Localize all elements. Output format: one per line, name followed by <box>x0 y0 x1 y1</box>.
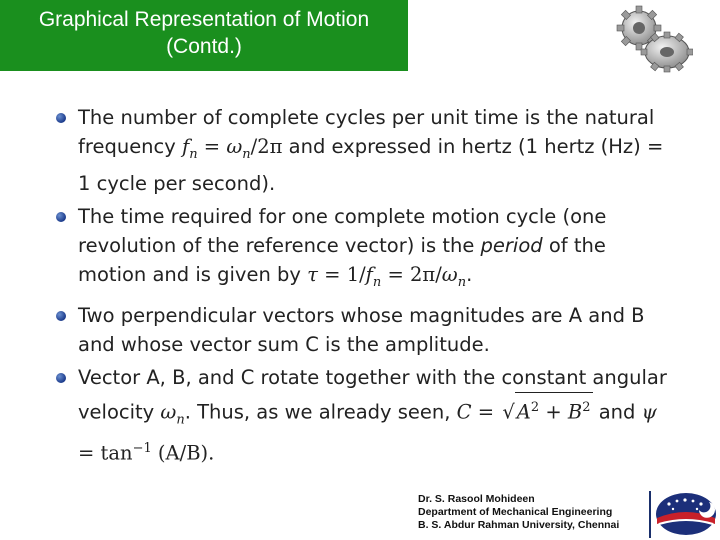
bullet-icon <box>56 373 66 383</box>
department-name: Department of Mechanical Engineering <box>418 506 613 518</box>
university-logo-icon <box>655 492 717 536</box>
list-item: The number of complete cycles per unit time is the natural frequency $f_n = \omega_n/2\pi$ and expressed in hertz (1 hertz (Hz) = 1 cycle per second). <box>54 103 674 198</box>
bullet-icon <box>56 311 66 321</box>
list-item: Two perpendicular vectors whose magnitudes are A and B and whose vector sum C is the amplitude. <box>54 301 674 359</box>
bullet-list <box>54 103 674 472</box>
list-item: Vector A, B, and C rotate together with the constant angular velocity $\omega_n$. Thus, as we already seen, C = √ $A^2 + B^2$ and $\psi = \tan^{-1} (A/B)$. <box>54 363 674 468</box>
author-credit <box>418 493 648 532</box>
slide-title <box>0 0 408 71</box>
bullet-icon <box>56 212 66 222</box>
bullet-icon <box>56 113 66 123</box>
square-root: √ $A^2 + B^2$ <box>500 392 592 427</box>
title-line-2: (Contd.) <box>166 35 242 58</box>
university-name: B. S. Abdur Rahman University, Chennai <box>418 519 620 531</box>
footer-divider <box>649 491 651 538</box>
gears-icon <box>615 4 693 80</box>
author-name: Dr. S. Rasool Mohideen <box>418 493 535 505</box>
title-line-1: Graphical Representation of Motion <box>38 8 370 31</box>
list-item: The time required for one complete motion cycle (one revolution of the reference vector) is the period of the motion and is given by $\tau = 1/f_n = 2\pi/\omega_n$. <box>54 202 674 297</box>
